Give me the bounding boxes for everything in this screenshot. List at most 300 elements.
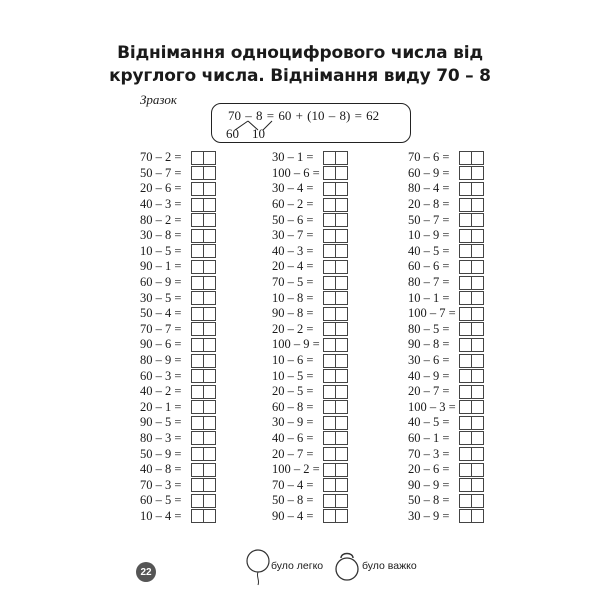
answer-cell[interactable] — [471, 229, 484, 243]
answer-cell[interactable] — [203, 494, 216, 508]
exercise-row — [408, 400, 484, 416]
exercise-row — [408, 431, 484, 447]
answer-cell[interactable] — [471, 400, 484, 414]
answer-boxes[interactable] — [459, 151, 484, 165]
answer-cell[interactable] — [323, 354, 335, 368]
answer-boxes[interactable] — [191, 182, 216, 196]
exercise-row — [408, 509, 484, 525]
answer-cell[interactable] — [471, 151, 484, 165]
answer-cell[interactable] — [459, 494, 471, 508]
answer-boxes[interactable] — [323, 260, 348, 274]
answer-boxes[interactable] — [323, 369, 348, 383]
answer-boxes[interactable] — [191, 260, 216, 274]
answer-cell[interactable] — [335, 509, 348, 523]
answer-cell[interactable] — [191, 276, 203, 290]
exercise-row — [272, 181, 348, 197]
exercise-row — [408, 244, 484, 260]
exercise-row — [408, 337, 484, 353]
exercise-row — [140, 493, 216, 509]
answer-cell[interactable] — [191, 400, 203, 414]
exercise-row — [272, 337, 348, 353]
answer-cell[interactable] — [323, 276, 335, 290]
answer-cell[interactable] — [203, 166, 216, 180]
answer-boxes[interactable] — [459, 182, 484, 196]
answer-cell[interactable] — [323, 260, 335, 274]
answer-boxes[interactable] — [459, 416, 484, 430]
exercise-row — [408, 477, 484, 493]
exercise-expression: 40 – 3 = — [140, 197, 182, 212]
exercise-row — [272, 306, 348, 322]
answer-cell[interactable] — [203, 198, 216, 212]
exercise-row — [408, 368, 484, 384]
answer-boxes[interactable] — [459, 494, 484, 508]
answer-cell[interactable] — [335, 369, 348, 383]
answer-boxes[interactable] — [191, 431, 216, 445]
answer-cell[interactable] — [323, 338, 335, 352]
answer-cell[interactable] — [335, 291, 348, 305]
exercise-row — [408, 166, 484, 182]
answer-boxes[interactable] — [191, 338, 216, 352]
answer-boxes[interactable] — [323, 447, 348, 461]
answer-cell[interactable] — [471, 213, 484, 227]
answer-cell[interactable] — [335, 213, 348, 227]
answer-boxes[interactable] — [191, 276, 216, 290]
answer-cell[interactable] — [471, 244, 484, 258]
exercise-row — [272, 446, 348, 462]
answer-cell[interactable] — [459, 307, 471, 321]
answer-cell[interactable] — [323, 509, 335, 523]
answer-boxes[interactable] — [191, 213, 216, 227]
answer-cell[interactable] — [335, 244, 348, 258]
exercise-row — [272, 493, 348, 509]
answer-cell[interactable] — [323, 431, 335, 445]
answer-cell[interactable] — [335, 229, 348, 243]
answer-boxes[interactable] — [191, 151, 216, 165]
answer-boxes[interactable] — [323, 198, 348, 212]
exercise-row — [140, 197, 216, 213]
answer-cell[interactable] — [471, 478, 484, 492]
answer-cell[interactable] — [203, 509, 216, 523]
answer-cell[interactable] — [335, 151, 348, 165]
exercise-column-2 — [272, 150, 348, 524]
answer-cell[interactable] — [471, 447, 484, 461]
answer-boxes[interactable] — [191, 322, 216, 336]
exercise-expression: 30 – 9 = — [272, 415, 314, 430]
exercise-row — [140, 181, 216, 197]
exercise-expression: 50 – 8 = — [272, 493, 314, 508]
answer-cell[interactable] — [471, 354, 484, 368]
answer-boxes[interactable] — [191, 478, 216, 492]
answer-cell[interactable] — [459, 478, 471, 492]
answer-cell[interactable] — [191, 509, 203, 523]
answer-cell[interactable] — [203, 260, 216, 274]
answer-cell[interactable] — [335, 354, 348, 368]
answer-cell[interactable] — [335, 431, 348, 445]
answer-cell[interactable] — [323, 400, 335, 414]
exercise-expression: 10 – 4 = — [140, 508, 182, 523]
exercise-expression: 40 – 5 = — [408, 243, 450, 258]
exercise-row — [140, 322, 216, 338]
answer-cell[interactable] — [335, 416, 348, 430]
exercise-expression: 30 – 4 = — [272, 181, 314, 196]
answer-cell[interactable] — [203, 354, 216, 368]
exercise-expression: 60 – 9 = — [408, 165, 450, 180]
answer-cell[interactable] — [323, 213, 335, 227]
answer-cell[interactable] — [203, 307, 216, 321]
answer-cell[interactable] — [203, 151, 216, 165]
answer-cell[interactable] — [203, 385, 216, 399]
answer-cell[interactable] — [191, 447, 203, 461]
answer-cell[interactable] — [459, 509, 471, 523]
answer-cell[interactable] — [459, 385, 471, 399]
answer-cell[interactable] — [459, 260, 471, 274]
exercise-expression: 40 – 5 = — [408, 415, 450, 430]
exercise-row — [272, 384, 348, 400]
answer-cell[interactable] — [191, 182, 203, 196]
exercise-expression: 80 – 2 = — [140, 212, 182, 227]
exercise-expression: 90 – 5 = — [140, 415, 182, 430]
answer-boxes[interactable] — [191, 229, 216, 243]
exercise-row — [408, 197, 484, 213]
answer-cell[interactable] — [323, 151, 335, 165]
answer-cell[interactable] — [471, 166, 484, 180]
answer-cell[interactable] — [203, 229, 216, 243]
answer-cell[interactable] — [191, 494, 203, 508]
answer-cell[interactable] — [203, 291, 216, 305]
answer-cell[interactable] — [191, 307, 203, 321]
exercise-row — [408, 353, 484, 369]
exercise-expression: 20 – 8 = — [408, 197, 450, 212]
answer-cell[interactable] — [459, 276, 471, 290]
exercise-expression: 40 – 8 = — [140, 462, 182, 477]
answer-boxes[interactable] — [191, 463, 216, 477]
answer-boxes[interactable] — [191, 369, 216, 383]
exercise-row — [272, 150, 348, 166]
answer-cell[interactable] — [459, 151, 471, 165]
answer-boxes[interactable] — [323, 416, 348, 430]
answer-boxes[interactable] — [459, 322, 484, 336]
answer-cell[interactable] — [471, 416, 484, 430]
answer-cell[interactable] — [203, 463, 216, 477]
answer-cell[interactable] — [335, 260, 348, 274]
exercise-row — [140, 462, 216, 478]
answer-cell[interactable] — [323, 385, 335, 399]
exercise-row — [408, 181, 484, 197]
answer-cell[interactable] — [459, 166, 471, 180]
answer-boxes[interactable] — [459, 260, 484, 274]
exercise-row — [140, 415, 216, 431]
answer-boxes[interactable] — [459, 385, 484, 399]
exercise-expression: 10 – 9 = — [408, 228, 450, 243]
answer-cell[interactable] — [323, 369, 335, 383]
answer-boxes[interactable] — [323, 354, 348, 368]
answer-boxes[interactable] — [191, 307, 216, 321]
answer-cell[interactable] — [323, 198, 335, 212]
answer-cell[interactable] — [335, 276, 348, 290]
answer-cell[interactable] — [191, 291, 203, 305]
answer-cell[interactable] — [335, 338, 348, 352]
exercise-expression: 60 – 9 = — [140, 275, 182, 290]
answer-boxes[interactable] — [459, 276, 484, 290]
exercise-row — [272, 368, 348, 384]
exercise-row — [140, 290, 216, 306]
answer-cell[interactable] — [335, 198, 348, 212]
answer-cell[interactable] — [471, 182, 484, 196]
answer-cell[interactable] — [335, 447, 348, 461]
exercise-expression: 50 – 8 = — [408, 493, 450, 508]
answer-boxes[interactable] — [191, 198, 216, 212]
exercise-expression: 30 – 7 = — [272, 228, 314, 243]
exercise-expression: 70 – 2 = — [140, 150, 182, 165]
answer-boxes[interactable] — [459, 166, 484, 180]
answer-cell[interactable] — [191, 244, 203, 258]
answer-cell[interactable] — [471, 198, 484, 212]
answer-cell[interactable] — [203, 322, 216, 336]
answer-boxes[interactable] — [323, 463, 348, 477]
answer-cell[interactable] — [471, 431, 484, 445]
exercise-row — [140, 228, 216, 244]
answer-cell[interactable] — [191, 463, 203, 477]
answer-boxes[interactable] — [459, 244, 484, 258]
answer-boxes[interactable] — [459, 447, 484, 461]
exercise-row — [408, 306, 484, 322]
answer-cell[interactable] — [191, 213, 203, 227]
answer-boxes[interactable] — [459, 509, 484, 523]
answer-boxes[interactable] — [459, 213, 484, 227]
answer-cell[interactable] — [203, 182, 216, 196]
answer-boxes[interactable] — [323, 244, 348, 258]
exercise-row — [140, 306, 216, 322]
exercise-expression: 100 – 6 = — [272, 165, 320, 180]
answer-cell[interactable] — [191, 431, 203, 445]
exercise-expression: 70 – 3 = — [408, 446, 450, 461]
answer-cell[interactable] — [335, 307, 348, 321]
answer-boxes[interactable] — [191, 494, 216, 508]
exercise-row — [272, 212, 348, 228]
answer-cell[interactable] — [191, 416, 203, 430]
answer-cell[interactable] — [323, 322, 335, 336]
legend-hard: було важко — [362, 560, 417, 572]
answer-cell[interactable] — [471, 369, 484, 383]
answer-cell[interactable] — [471, 291, 484, 305]
answer-boxes[interactable] — [459, 478, 484, 492]
answer-cell[interactable] — [323, 447, 335, 461]
answer-cell[interactable] — [459, 400, 471, 414]
answer-cell[interactable] — [323, 307, 335, 321]
answer-boxes[interactable] — [459, 229, 484, 243]
exercise-expression: 70 – 4 = — [272, 477, 314, 492]
answer-cell[interactable] — [323, 244, 335, 258]
answer-cell[interactable] — [191, 478, 203, 492]
answer-cell[interactable] — [191, 369, 203, 383]
answer-cell[interactable] — [459, 354, 471, 368]
answer-boxes[interactable] — [459, 354, 484, 368]
answer-cell[interactable] — [323, 463, 335, 477]
answer-cell[interactable] — [203, 416, 216, 430]
answer-cell[interactable] — [459, 229, 471, 243]
answer-boxes[interactable] — [323, 385, 348, 399]
exercise-expression: 100 – 3 = — [408, 399, 456, 414]
exercise-expression: 100 – 2 = — [272, 462, 320, 477]
answer-cell[interactable] — [335, 478, 348, 492]
answer-cell[interactable] — [203, 369, 216, 383]
answer-cell[interactable] — [323, 494, 335, 508]
answer-cell[interactable] — [335, 400, 348, 414]
answer-cell[interactable] — [471, 338, 484, 352]
answer-cell[interactable] — [203, 431, 216, 445]
answer-cell[interactable] — [335, 494, 348, 508]
answer-cell[interactable] — [471, 385, 484, 399]
answer-boxes[interactable] — [191, 416, 216, 430]
answer-cell[interactable] — [459, 447, 471, 461]
exercise-expression: 80 – 4 = — [408, 181, 450, 196]
answer-boxes[interactable] — [323, 478, 348, 492]
exercise-expression: 90 – 1 = — [140, 259, 182, 274]
answer-boxes[interactable] — [459, 463, 484, 477]
exercise-expression: 20 – 6 = — [140, 181, 182, 196]
answer-cell[interactable] — [191, 260, 203, 274]
answer-boxes[interactable] — [323, 182, 348, 196]
answer-boxes[interactable] — [323, 276, 348, 290]
answer-boxes[interactable] — [323, 213, 348, 227]
answer-cell[interactable] — [459, 322, 471, 336]
exercise-expression: 40 – 3 = — [272, 243, 314, 258]
exercise-row — [140, 353, 216, 369]
exercise-expression: 20 – 5 = — [272, 384, 314, 399]
answer-boxes[interactable] — [323, 291, 348, 305]
exercise-row — [140, 400, 216, 416]
answer-cell[interactable] — [203, 478, 216, 492]
answer-cell[interactable] — [191, 385, 203, 399]
answer-cell[interactable] — [459, 431, 471, 445]
answer-boxes[interactable] — [459, 431, 484, 445]
exercise-row — [140, 368, 216, 384]
answer-cell[interactable] — [459, 369, 471, 383]
answer-cell[interactable] — [459, 338, 471, 352]
exercise-row — [408, 415, 484, 431]
answer-boxes[interactable] — [323, 229, 348, 243]
exercise-expression: 20 – 7 = — [272, 446, 314, 461]
answer-cell[interactable] — [191, 166, 203, 180]
answer-boxes[interactable] — [459, 307, 484, 321]
answer-cell[interactable] — [203, 276, 216, 290]
answer-cell[interactable] — [191, 151, 203, 165]
answer-boxes[interactable] — [323, 322, 348, 336]
answer-boxes[interactable] — [191, 166, 216, 180]
answer-boxes[interactable] — [191, 447, 216, 461]
legend-easy: було легко — [271, 560, 324, 572]
answer-cell[interactable] — [203, 338, 216, 352]
exercise-expression: 50 – 7 = — [408, 212, 450, 227]
answer-boxes[interactable] — [191, 291, 216, 305]
answer-cell[interactable] — [323, 416, 335, 430]
answer-cell[interactable] — [191, 338, 203, 352]
answer-boxes[interactable] — [191, 244, 216, 258]
answer-cell[interactable] — [471, 322, 484, 336]
answer-cell[interactable] — [459, 463, 471, 477]
answer-cell[interactable] — [203, 244, 216, 258]
answer-cell[interactable] — [459, 244, 471, 258]
answer-boxes[interactable] — [323, 494, 348, 508]
answer-cell[interactable] — [471, 494, 484, 508]
exercise-expression: 50 – 9 = — [140, 446, 182, 461]
answer-cell[interactable] — [191, 229, 203, 243]
answer-cell[interactable] — [335, 166, 348, 180]
answer-cell[interactable] — [471, 276, 484, 290]
answer-cell[interactable] — [471, 307, 484, 321]
answer-boxes[interactable] — [323, 338, 348, 352]
answer-cell[interactable] — [335, 463, 348, 477]
answer-cell[interactable] — [203, 213, 216, 227]
answer-boxes[interactable] — [323, 509, 348, 523]
answer-cell[interactable] — [323, 291, 335, 305]
exercise-expression: 40 – 6 = — [272, 430, 314, 445]
answer-cell[interactable] — [459, 416, 471, 430]
exercise-row — [272, 431, 348, 447]
answer-cell[interactable] — [203, 447, 216, 461]
answer-cell[interactable] — [323, 478, 335, 492]
answer-cell[interactable] — [191, 198, 203, 212]
answer-boxes[interactable] — [459, 369, 484, 383]
answer-cell[interactable] — [323, 166, 335, 180]
answer-boxes[interactable] — [459, 291, 484, 305]
answer-boxes[interactable] — [323, 166, 348, 180]
answer-cell[interactable] — [459, 213, 471, 227]
exercise-expression: 80 – 5 = — [408, 321, 450, 336]
answer-boxes[interactable] — [323, 151, 348, 165]
answer-boxes[interactable] — [323, 431, 348, 445]
exercise-expression: 80 – 3 = — [140, 430, 182, 445]
exercise-column-1 — [140, 150, 216, 524]
answer-boxes[interactable] — [323, 307, 348, 321]
answer-boxes[interactable] — [191, 509, 216, 523]
answer-cell[interactable] — [191, 322, 203, 336]
answer-boxes[interactable] — [323, 400, 348, 414]
answer-boxes[interactable] — [459, 400, 484, 414]
answer-cell[interactable] — [459, 291, 471, 305]
exercise-expression: 20 – 6 = — [408, 462, 450, 477]
answer-boxes[interactable] — [191, 400, 216, 414]
answer-cell[interactable] — [335, 182, 348, 196]
answer-boxes[interactable] — [459, 338, 484, 352]
exercise-row — [408, 290, 484, 306]
answer-boxes[interactable] — [191, 385, 216, 399]
exercise-expression: 20 – 4 = — [272, 259, 314, 274]
exercise-expression: 30 – 9 = — [408, 508, 450, 523]
answer-cell[interactable] — [323, 182, 335, 196]
answer-cell[interactable] — [459, 198, 471, 212]
sample-label: Зразок — [140, 92, 177, 107]
answer-cell[interactable] — [459, 182, 471, 196]
exercise-row — [408, 212, 484, 228]
answer-cell[interactable] — [323, 229, 335, 243]
answer-cell[interactable] — [191, 354, 203, 368]
exercise-row — [408, 384, 484, 400]
answer-boxes[interactable] — [459, 198, 484, 212]
exercise-expression: 20 – 2 = — [272, 321, 314, 336]
exercise-row — [272, 400, 348, 416]
answer-cell[interactable] — [335, 385, 348, 399]
exercise-expression: 10 – 5 = — [140, 243, 182, 258]
answer-cell[interactable] — [471, 509, 484, 523]
answer-cell[interactable] — [335, 322, 348, 336]
answer-cell[interactable] — [203, 400, 216, 414]
answer-cell[interactable] — [471, 260, 484, 274]
exercise-expression: 60 – 3 = — [140, 368, 182, 383]
answer-boxes[interactable] — [191, 354, 216, 368]
answer-cell[interactable] — [471, 463, 484, 477]
exercise-row — [140, 337, 216, 353]
